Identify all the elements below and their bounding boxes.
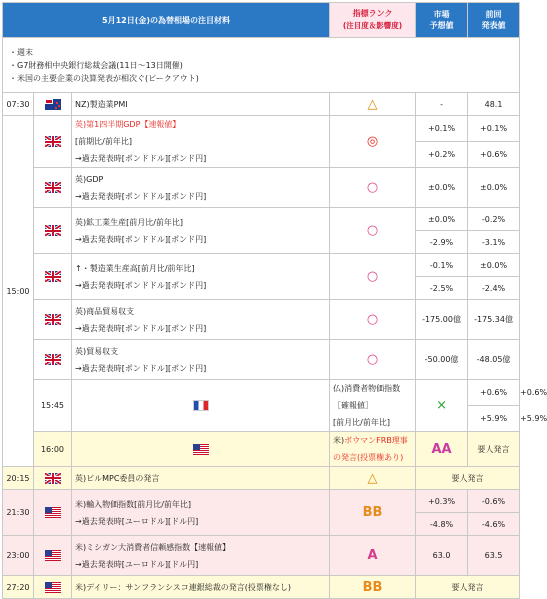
flag-cell [72, 380, 330, 432]
forecast-value: -2.9% [416, 231, 468, 254]
table-row [3, 536, 520, 576]
flag-cell [34, 93, 72, 116]
rank-mark: ○ [330, 254, 416, 300]
event-cell: 英)ピルMPC委員の発言 [72, 467, 330, 490]
rank-mark: BB [330, 576, 416, 599]
previous-value: +0.1% [468, 116, 520, 142]
event-cell: 英)第1四半期GDP【速報値】 [前期比/前年比] →過去発表時[ポンドドル][ポンド円] [72, 116, 330, 168]
uk-flag-icon [45, 271, 61, 282]
uk-flag-icon [45, 354, 61, 365]
flag-cell [34, 208, 72, 254]
table-header-row [3, 3, 520, 38]
time-cell: 15:00 [3, 116, 34, 467]
event-cell: 米)デイリー：サンフランシスコ連銀総裁の発言(投票権なし) [72, 576, 330, 599]
forecast-value: -4.8% [416, 513, 468, 536]
flag-cell [34, 300, 72, 340]
event-cell: 英)鉱工業生産[前月比/前年比] →過去発表時[ポンドドル][ポンド円] [72, 208, 330, 254]
time-cell: 27:20 [3, 576, 34, 599]
speech-label: 要人発言 [416, 576, 520, 599]
forecast-value: +0.1% [416, 116, 468, 142]
new-zealand-flag-icon [45, 99, 61, 110]
flag-cell [34, 168, 72, 208]
rank-mark: × [416, 380, 468, 432]
event-cell: 米)ミシガン大消費者信頼感指数【速報値】 →過去発表時[ユーロドル][ドル円] [72, 536, 330, 576]
table-row [3, 116, 520, 142]
event-cell: ↑・製造業生産高[前月比/前年比] →過去発表時[ポンドドル][ポンド円] [72, 254, 330, 300]
flag-cell [34, 116, 72, 168]
time-cell: 07:30 [3, 93, 34, 116]
previous-column-header: 前回 発表値 [468, 3, 520, 38]
forecast-value: 63.0 [416, 536, 468, 576]
forecast-value: +0.2% [416, 142, 468, 168]
flag-cell [34, 536, 72, 576]
event-cell: 英)商品貿易収支 →過去発表時[ポンドドル][ポンド円] [72, 300, 330, 340]
page-title: 5月12日(金)の為替相場の注目材料 [3, 3, 330, 38]
past-release-link[interactable]: →過去発表時[ポンドドル][ポンド円] [75, 363, 207, 373]
past-release-link[interactable]: →過去発表時[ポンドドル][ポンド円] [75, 154, 207, 163]
time-cell: 23:00 [3, 536, 34, 576]
previous-value: -48.05億 [468, 340, 520, 380]
uk-flag-icon [45, 314, 61, 325]
notes-cell [3, 38, 520, 93]
flag-cell [34, 254, 72, 300]
time-cell: 20:15 [3, 467, 34, 490]
previous-value: +0.6% [468, 142, 520, 168]
time-cell: 21:30 [3, 490, 34, 536]
rank-mark: △ [330, 467, 416, 490]
previous-value: 48.1 [468, 93, 520, 116]
us-flag-icon [45, 550, 61, 561]
previous-value: ±0.0% [468, 168, 520, 208]
flag-cell [34, 340, 72, 380]
time-cell: 15:45 [34, 380, 72, 432]
notes-row [3, 38, 520, 93]
rank-mark: AA [416, 432, 468, 467]
forecast-column-header: 市場 予想値 [416, 3, 468, 38]
flag-cell [34, 490, 72, 536]
previous-value: ±0.0% [468, 254, 520, 277]
event-cell: 英)貿易収支 →過去発表時[ポンドドル][ポンド円] [72, 340, 330, 380]
forecast-value: -2.5% [416, 277, 468, 300]
past-release-link[interactable]: →過去発表時[ユーロドル][ドル円] [75, 516, 199, 526]
france-flag-icon [193, 400, 209, 411]
rank-mark: ○ [330, 340, 416, 380]
note-item: ・週末 [9, 47, 33, 57]
past-release-link[interactable]: →過去発表時[ポンドドル][ポンド円] [75, 323, 207, 333]
uk-flag-icon [45, 225, 61, 236]
event-cell: 仏)消費者物価指数［確報値］ [前月比/前年比] [330, 380, 416, 432]
us-flag-icon [193, 444, 209, 455]
previous-value: -2.4% [468, 277, 520, 300]
table-row [3, 467, 520, 490]
rank-mark: BB [330, 490, 416, 536]
table-row [3, 93, 520, 116]
previous-value: -0.6% [468, 490, 520, 513]
table-row [3, 300, 520, 340]
table-row [3, 340, 520, 380]
forecast-value: +0.3% [416, 490, 468, 513]
previous-value: -3.1% [468, 231, 520, 254]
event-cell: 英)GDP →過去発表時[ポンドドル][ポンド円] [72, 168, 330, 208]
rank-mark: ○ [330, 208, 416, 254]
previous-value: -0.2% [468, 208, 520, 231]
uk-flag-icon [45, 182, 61, 193]
event-cell: 米)輸入物価指数[前月比/前年比] →過去発表時[ユーロドル][ドル円] [72, 490, 330, 536]
rank-mark: ○ [330, 168, 416, 208]
table-row [3, 208, 520, 231]
previous-value: 63.5 [468, 536, 520, 576]
speech-label: 要人発言 [468, 432, 520, 467]
economic-calendar-table [2, 2, 547, 599]
flag-cell [34, 576, 72, 599]
past-release-link[interactable]: →過去発表時[ポンドドル][ポンド円] [75, 280, 207, 290]
past-release-link[interactable]: →過去発表時[ポンドドル][ポンド円] [75, 234, 207, 244]
past-release-link[interactable]: →過去発表時[ポンドドル][ポンド円] [75, 191, 207, 201]
table-row [3, 254, 520, 277]
rank-mark: △ [330, 93, 416, 116]
table-row [3, 432, 520, 467]
event-cell: NZ)製造業PMI [72, 93, 330, 116]
past-release-link[interactable]: →過去発表時[ユーロドル][ドル円] [75, 559, 199, 569]
us-flag-icon [45, 507, 61, 518]
rank-mark: ○ [330, 300, 416, 340]
previous-value: -4.6% [468, 513, 520, 536]
us-flag-icon [45, 582, 61, 593]
forecast-value: -50.00億 [416, 340, 468, 380]
rank-mark: A [330, 536, 416, 576]
speech-label: 要人発言 [416, 467, 520, 490]
forecast-value: +5.9% [468, 406, 520, 432]
forecast-value: -175.00億 [416, 300, 468, 340]
table-row: +5.9% +5.9% [3, 406, 520, 432]
forecast-value: -0.1% [416, 254, 468, 277]
note-item: ・米国の主要企業の決算発表が相次ぐ(ピークアウト) [9, 73, 199, 83]
table-row: 15:45 仏)消費者物価指数［確報値］ [前月比/前年比] × +0.6% +0.6% [3, 380, 520, 406]
flag-cell [72, 432, 330, 467]
note-item: ・G7財務相中央銀行総裁会議(11日〜13日開催) [9, 60, 183, 70]
previous-value: -175.34億 [468, 300, 520, 340]
table-row [3, 490, 520, 513]
uk-flag-icon [45, 473, 61, 484]
forecast-value: - [416, 93, 468, 116]
table-row [3, 168, 520, 208]
table-row [3, 576, 520, 599]
forecast-value: ±0.0% [416, 168, 468, 208]
rank-column-header: 指標ランク (注目度＆影響度) [330, 3, 416, 38]
flag-cell [34, 467, 72, 490]
event-cell: 米)ボウマンFRB理事の発言(投票権あり) [330, 432, 416, 467]
time-cell: 16:00 [34, 432, 72, 467]
rank-mark: ◎ [330, 116, 416, 168]
forecast-value: ±0.0% [416, 208, 468, 231]
forecast-value: +0.6% [468, 380, 520, 406]
uk-flag-icon [45, 136, 61, 147]
